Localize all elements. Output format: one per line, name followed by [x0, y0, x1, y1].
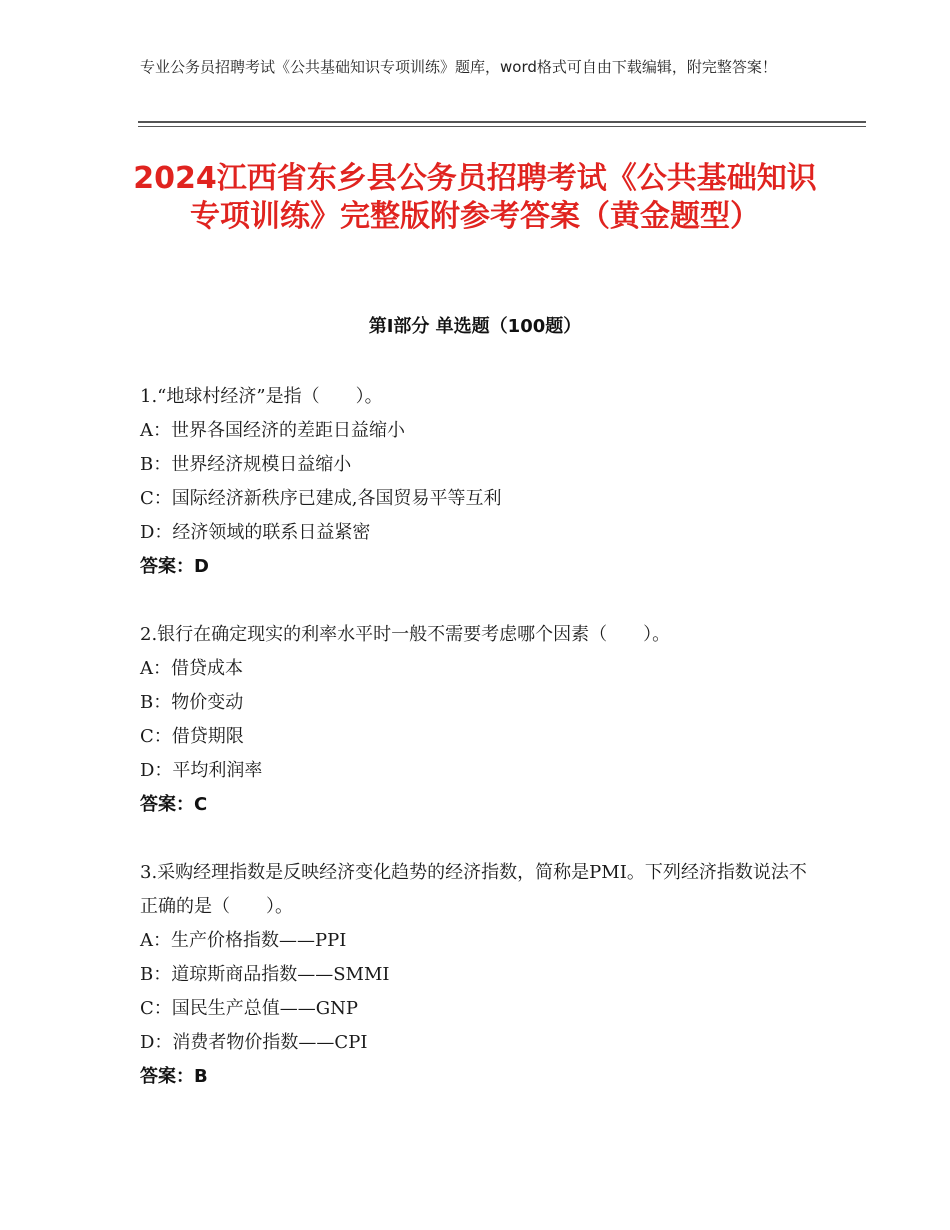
document-title: 2024江西省东乡县公务员招聘考试《公共基础知识专项训练》完整版附参考答案（黄金题型） [133, 161, 817, 234]
answer: 答案：D [140, 556, 209, 577]
option-a: A：世界各国经济的差距日益缩小 [140, 420, 405, 441]
option-a: A：生产价格指数——PPI [140, 930, 347, 951]
option-b: B：物价变动 [140, 692, 244, 713]
question-2 [140, 618, 820, 822]
option-c: C：国民生产总值——GNP [140, 998, 359, 1019]
header-note: 专业公务员招聘考试《公共基础知识专项训练》题库，word格式可自由下载编辑，附完整答案！ [140, 58, 777, 76]
option-c: C：借贷期限 [140, 726, 244, 747]
option-d: D：消费者物价指数——CPI [140, 1032, 368, 1053]
answer: 答案：C [140, 794, 208, 815]
question-3 [140, 856, 820, 1094]
question-list [140, 380, 820, 1128]
option-b: B：道琼斯商品指数——SMMI [140, 964, 390, 985]
option-b: B：世界经济规模日益缩小 [140, 454, 352, 475]
question-stem: 1.“地球村经济”是指（ ）。 [140, 386, 383, 407]
option-d: D：经济领域的联系日益紧密 [140, 522, 371, 543]
header-divider-thick [138, 121, 866, 123]
answer: 答案：B [140, 1066, 208, 1087]
option-d: D：平均利润率 [140, 760, 263, 781]
option-a: A：借贷成本 [140, 658, 243, 679]
header-divider-thin [138, 126, 866, 127]
section-heading: 第Ⅰ部分 单选题（100题） [368, 316, 582, 337]
question-1 [140, 380, 820, 584]
question-stem: 3.采购经理指数是反映经济变化趋势的经济指数，简称是PMI。下列经济指数说法不正确的是（ ）。 [140, 862, 807, 917]
option-c: C：国际经济新秩序已建成,各国贸易平等互利 [140, 488, 502, 509]
question-stem: 2.银行在确定现实的利率水平时一般不需要考虑哪个因素（ ）。 [140, 624, 671, 645]
